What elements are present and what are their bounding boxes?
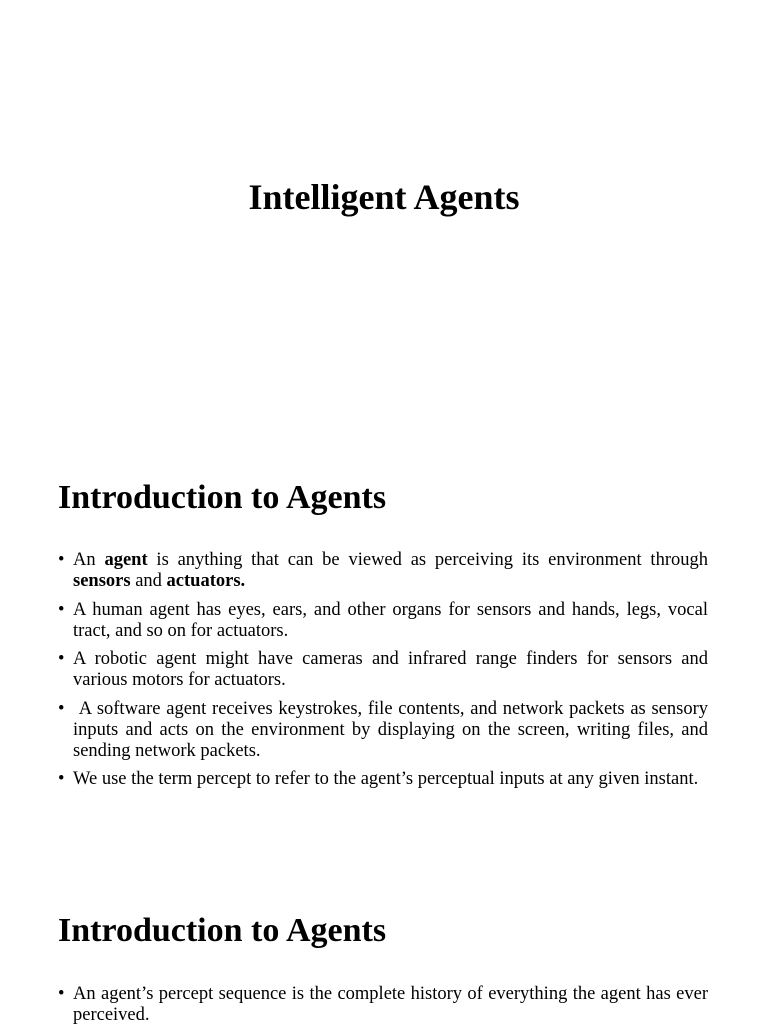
bullet-item: • A robotic agent might have cameras and infrared range finders for sensors and various motors for actuators. (58, 649, 708, 691)
bullet-text: and (130, 571, 167, 591)
bold-term-agent: agent (104, 550, 148, 570)
section-heading: Introduction to Agents (58, 912, 387, 949)
bullet-text: An (73, 550, 105, 570)
bullet-list (58, 550, 708, 798)
bold-term-actuators: actuators. (166, 571, 246, 591)
bullet-item: • An agent’s percept sequence is the complete history of everything the agent has ever perceived. (58, 984, 708, 1024)
slide-title: Intelligent Agents (248, 177, 520, 217)
bullet-list (58, 984, 708, 1024)
bullet-item (58, 550, 708, 592)
bold-term-sensors: sensors (73, 571, 131, 591)
bullet-item: • A human agent has eyes, ears, and other organs for sensors and hands, legs, vocal tract, and so on for actuators. (58, 600, 708, 642)
section-heading: Introduction to Agents (58, 479, 387, 516)
bullet-item: • We use the term percept to refer to the agent’s perceptual inputs at any given instant. (58, 769, 708, 790)
bullet-text: is anything that can be viewed as perceiving its environment through (147, 550, 708, 570)
bullet-item: • A software agent receives keystrokes, file contents, and network packets as sensory inputs and acts on the environment by displaying on the screen, writing files, and sending network packets. (58, 699, 708, 762)
